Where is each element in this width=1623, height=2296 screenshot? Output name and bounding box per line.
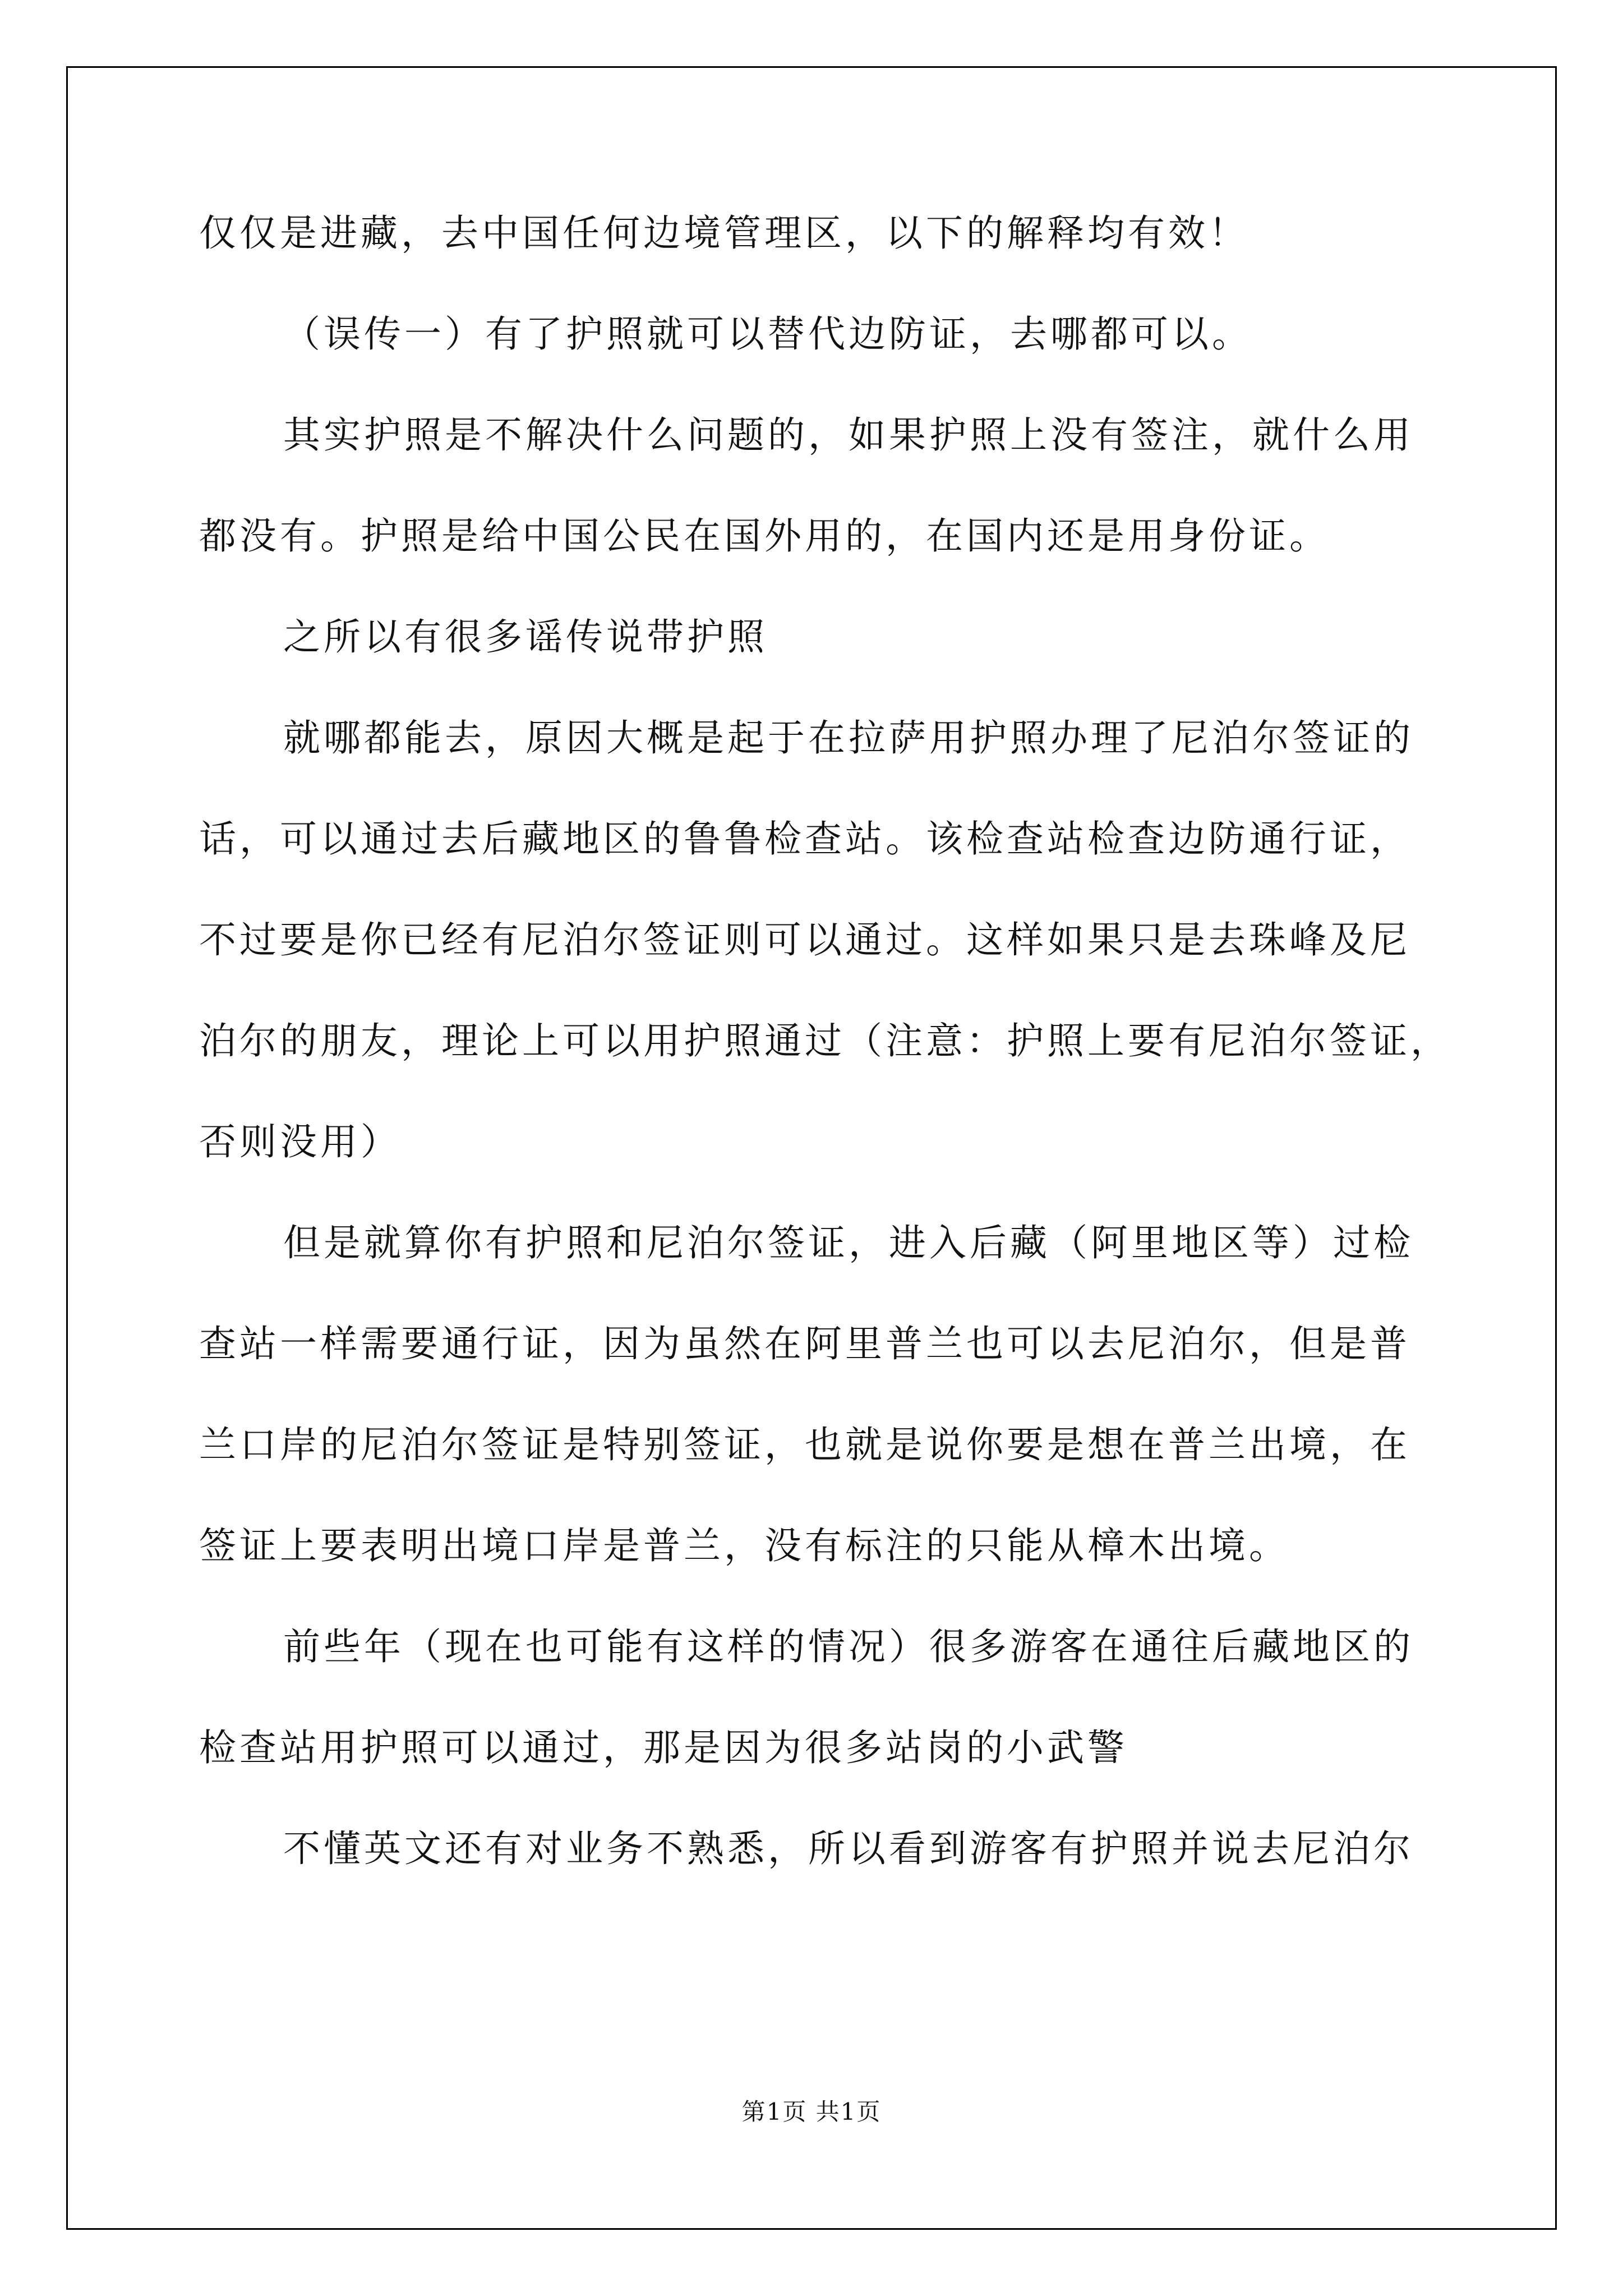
text-line: 其实护照是不解决什么问题的，如果护照上没有签注，就什么用 [283, 413, 1414, 457]
text-line: 前些年（现在也可能有这样的情况）很多游客在通往后藏地区的 [283, 1625, 1414, 1668]
text-line: 之所以有很多谣传说带护照 [283, 615, 768, 659]
text-line: 但是就算你有护照和尼泊尔签证，进入后藏（阿里地区等）过检 [283, 1221, 1414, 1264]
text-line: 签证上要表明出境口岸是普兰，没有标注的只能从樟木出境。 [199, 1524, 1289, 1567]
text-line: 仅仅是进藏，去中国任何边境管理区，以下的解释均有效！ [199, 211, 1249, 255]
text-line: 话，可以通过去后藏地区的鲁鲁检查站。该检查站检查边防通行证， [199, 817, 1410, 861]
text-line: 检查站用护照可以通过，那是因为很多站岗的小武警 [199, 1726, 1128, 1769]
text-line: 不懂英文还有对业务不熟悉，所以看到游客有护照并说去尼泊尔 [283, 1827, 1414, 1870]
text-line: 就哪都能去，原因大概是起于在拉萨用护照办理了尼泊尔签证的 [283, 716, 1414, 760]
text-line: 兰口岸的尼泊尔签证是特别签证，也就是说你要是想在普兰出境，在 [199, 1423, 1410, 1466]
text-line: 否则没用） [199, 1120, 401, 1163]
text-line: 泊尔的朋友，理论上可以用护照通过（注意：护照上要有尼泊尔签证， [199, 1019, 1451, 1062]
page-number-footer: 第1页 共1页 [741, 2098, 882, 2125]
text-line: 查站一样需要通行证，因为虽然在阿里普兰也可以去尼泊尔，但是普 [199, 1322, 1410, 1365]
text-line: 不过要是你已经有尼泊尔签证则可以通过。这样如果只是去珠峰及尼 [199, 918, 1410, 961]
text-line: 都没有。护照是给中国公民在国外用的，在国内还是用身份证。 [199, 514, 1330, 558]
text-line: （误传一）有了护照就可以替代边防证，去哪都可以。 [283, 312, 1252, 356]
